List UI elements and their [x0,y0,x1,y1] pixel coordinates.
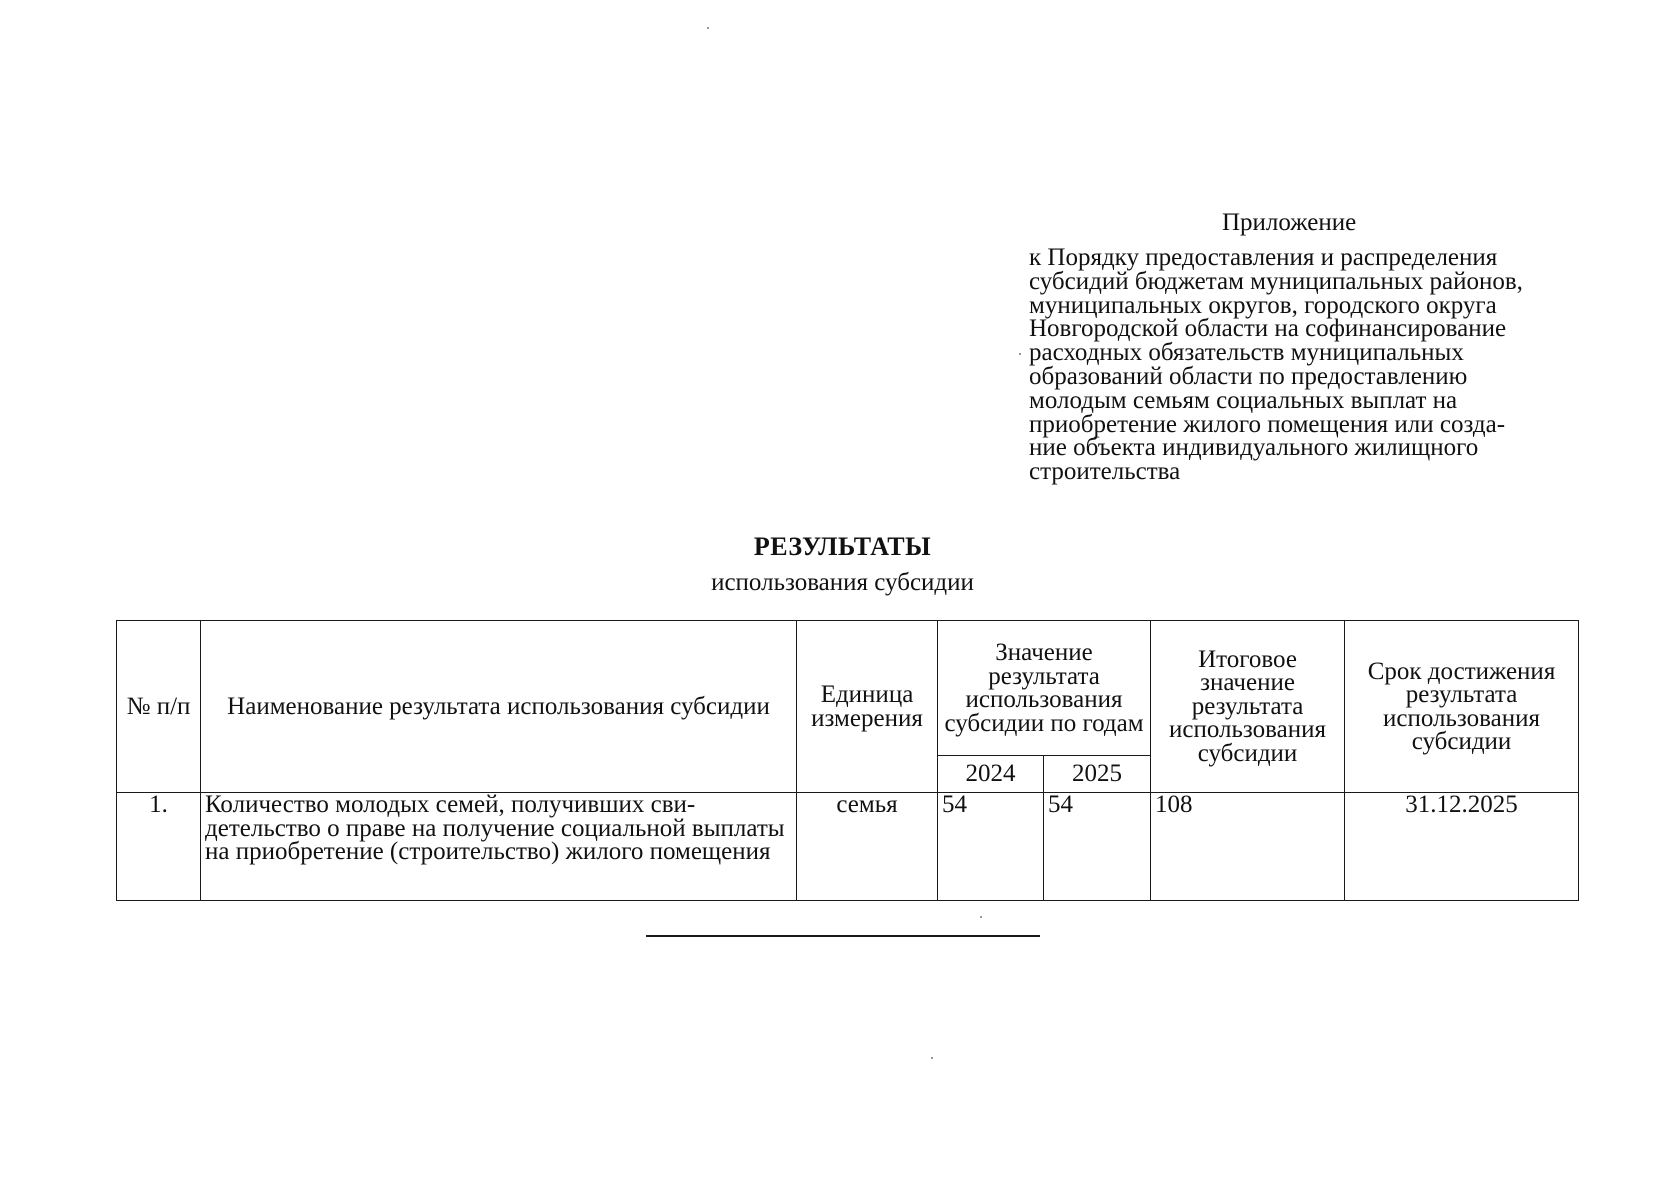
document-subheading: использования субсидии [711,569,974,596]
appendix-title: Приложение [1222,209,1357,236]
appendix-line: расходных обязательств муниципальных [1029,339,1464,367]
row-result-name: Количество молодых семей, получивших сви-детельство о праве на получение социальной выплаты на приобретение (строительство) жилого помещения [201,793,797,901]
closing-rule [646,935,1040,937]
header-deadline: Срок достижения результата использования субсидии [1345,621,1579,793]
header-value-by-years: Значение результата использования субсидии по годам [938,621,1151,756]
appendix-reference [1029,246,1589,484]
appendix-line: к Порядку предоставления и распределения [1029,244,1498,271]
appendix-line: ние объекта индивидуального жилищного [1029,434,1479,462]
appendix-line: субсидий бюджетам муниципальных районов, [1029,267,1523,295]
appendix-line: молодым семьям социальных выплат на [1029,386,1458,414]
header-year-2024: 2024 [938,756,1044,793]
scan-speck [707,27,709,29]
appendix-line: Новгородской области на софинансирование [1029,315,1507,343]
row-value-2025: 54 [1044,793,1151,901]
header-number: № п/п [117,621,201,793]
table-row [117,793,1579,901]
document-heading: РЕЗУЛЬТАТЫ [753,532,932,561]
row-number: 1. [117,793,201,901]
results-table [116,620,1579,901]
row-unit: семья [797,793,938,901]
row-deadline: 31.12.2025 [1345,793,1579,901]
appendix-line: строительства [1029,458,1181,486]
header-unit: Единица измерения [797,621,938,793]
scan-speck [1019,353,1021,355]
appendix-line: образований области по предоставлению [1029,362,1468,390]
scan-speck [931,1057,933,1059]
scan-speck [980,916,982,918]
header-result-name: Наименование результата использования субсидии [201,621,797,793]
row-total-value: 108 [1151,793,1345,901]
header-total-value: Итоговое значение результата использования субсидии [1151,621,1345,793]
appendix-line: муниципальных округов, городского округа [1029,291,1497,319]
row-value-2024: 54 [938,793,1044,901]
appendix-line: приобретение жилого помещения или созда- [1029,410,1506,438]
header-year-2025: 2025 [1044,756,1151,793]
